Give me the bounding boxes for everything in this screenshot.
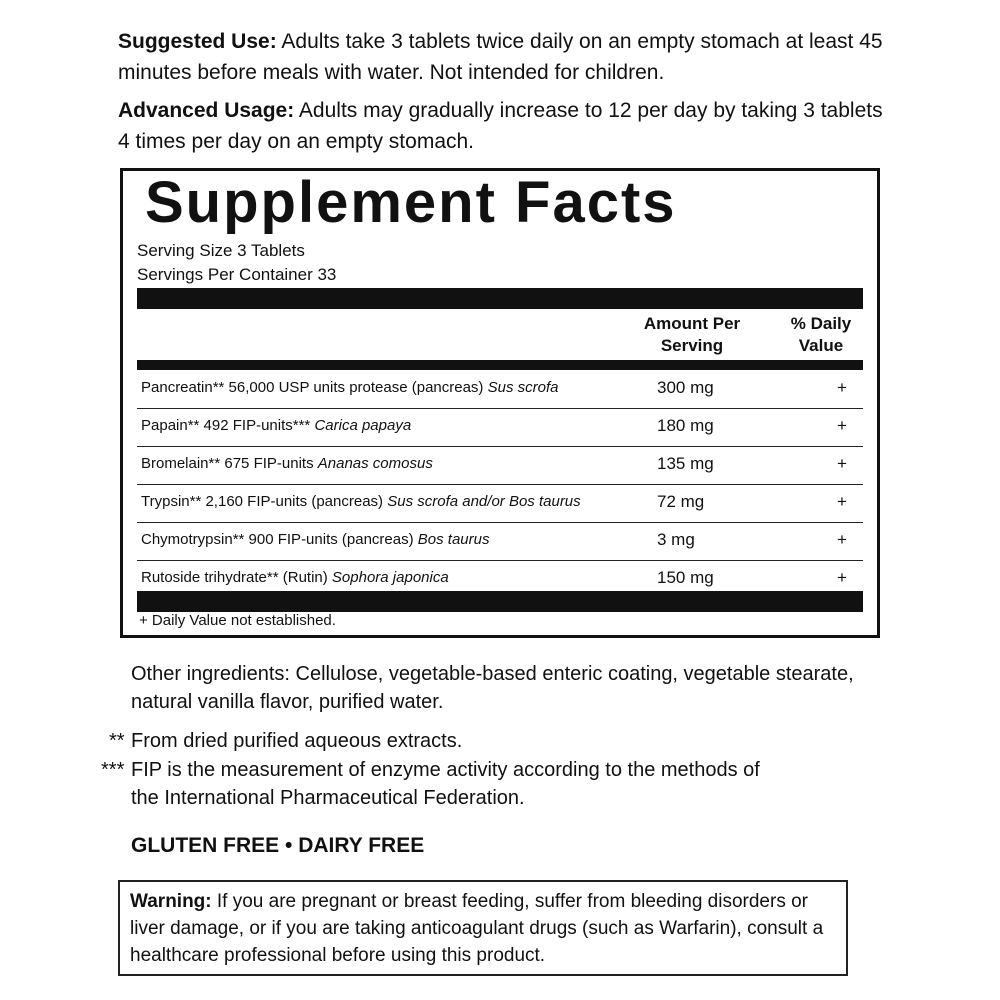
table-row [137,522,863,561]
ingredient-name: Chymotrypsin** 900 FIP-units (pancreas) Bos taurus [141,531,490,548]
suggested-use-label: Suggested Use: [118,30,277,53]
ingredient-dv: + [837,530,847,549]
table-row [137,484,863,523]
ingredient-name: Papain** 492 FIP-units*** Carica papaya [141,417,412,434]
table-row [137,408,863,447]
ingredient-name: Trypsin** 2,160 FIP-units (pancreas) Sus scrofa and/or Bos taurus [141,493,581,510]
facts-title: Supplement Facts [145,170,677,235]
footnote-triple-star [101,756,771,812]
advanced-usage-label: Advanced Usage: [118,99,295,122]
advanced-usage-text: Adults may gradually increase to 12 per day by taking 3 tablets 4 times per day on an empty stomach. [118,99,883,153]
ingredient-amount: 150 mg [657,568,714,587]
footnote-text: From dried purified aqueous extracts. [131,730,463,752]
supplement-facts-panel [120,168,880,638]
other-ingredients: Other ingredients: Cellulose, vegetable-based enteric coating, vegetable stearate, natural vanilla flavor, purified water. [131,663,854,713]
amount-per-serving-header: Amount Per Serving [643,314,741,355]
table-row [137,446,863,485]
footnote-text: FIP is the measurement of enzyme activity according to the methods of the International Pharmaceutical Federation. [131,759,760,809]
table-row [137,370,863,409]
serving-size: Serving Size 3 Tablets [137,241,305,260]
advanced-usage [118,95,898,157]
ingredient-name: Rutoside trihydrate** (Rutin) Sophora japonica [141,569,449,586]
footnote-mark: *** [101,759,125,781]
warning-text: If you are pregnant or breast feeding, suffer from bleeding disorders or liver damage, or if you are taking anticoagulant drugs (such as Warfarin), consult a healthcare professional before using this product. [130,891,824,966]
ingredient-amount: 300 mg [657,378,714,397]
thick-divider-bottom [137,591,863,612]
ingredient-dv: + [837,416,847,435]
ingredient-amount: 135 mg [657,454,714,473]
thick-divider-top [137,288,863,309]
ingredient-dv: + [837,454,847,473]
ingredient-amount: 72 mg [657,492,705,511]
ingredient-dv: + [837,492,847,511]
ingredient-dv: + [837,378,847,397]
footnote-mark: ** [109,730,125,752]
ingredient-amount: 180 mg [657,416,714,435]
ingredient-name: Bromelain** 675 FIP-units Ananas comosus [141,455,433,472]
ingredient-amount: 3 mg [657,530,695,549]
warning-box [118,880,848,976]
ingredient-dv: + [837,568,847,587]
servings-per-container: Servings Per Container 33 [137,265,337,284]
warning-label: Warning: [130,891,212,912]
gluten-dairy-free-badge: GLUTEN FREE • DAIRY FREE [131,834,425,857]
thick-divider-mid [137,360,863,370]
ingredient-name: Pancreatin** 56,000 USP units protease (pancreas) Sus scrofa [141,379,559,396]
footnote-double-star [109,727,831,755]
daily-value-footnote: + Daily Value not established. [139,612,336,629]
suggested-use-text: Adults take 3 tablets twice daily on an empty stomach at least 45 minutes before meals with water. Not intended for children. [118,30,883,84]
suggested-use [118,26,898,88]
daily-value-header: % Daily Value [790,314,852,355]
